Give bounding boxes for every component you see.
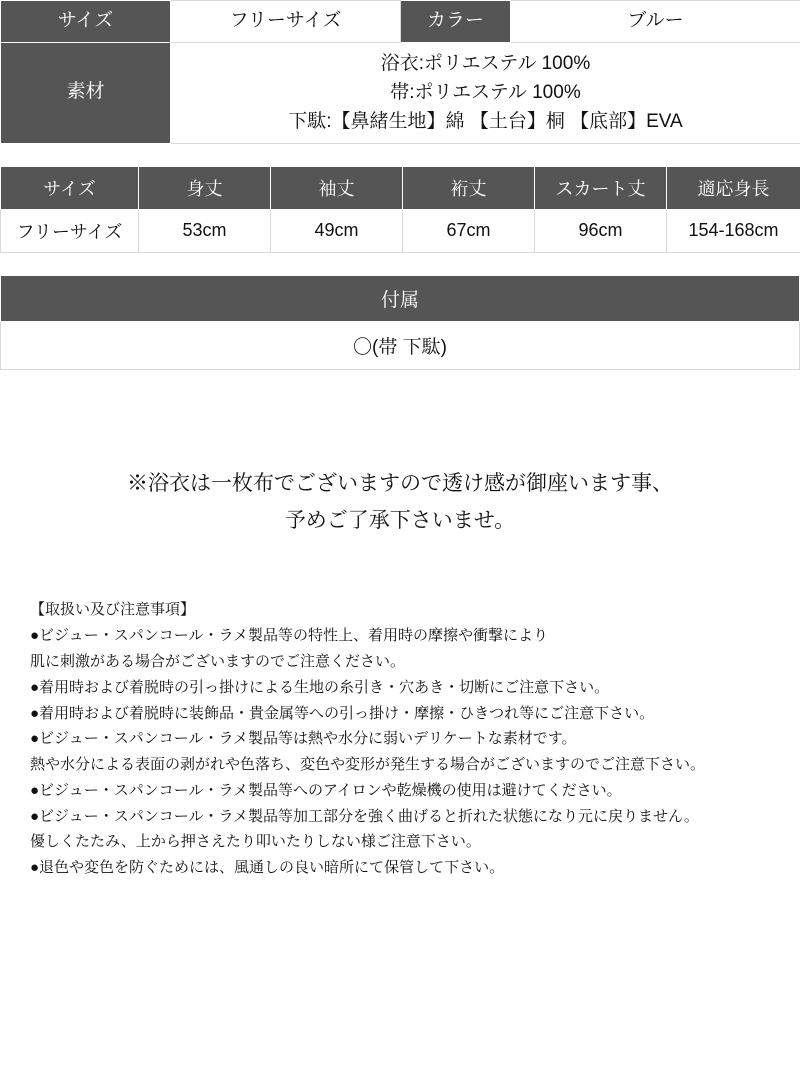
measurements-header-5: 適応身長	[667, 166, 800, 209]
color-value-cell: ブルー	[511, 1, 800, 43]
measurements-header-4: スカート丈	[535, 166, 667, 209]
measurements-header-2: 袖丈	[271, 166, 403, 209]
care-line-7: ●ビジュー・スパンコール・ラメ製品等へのアイロンや乾燥機の使用は避けてください。	[30, 781, 622, 799]
care-line-4: ●着用時および着脱時に装飾品・貴金属等への引っ掛け・摩擦・ひきつれ等にご注意下さい。	[30, 704, 655, 722]
measurements-table	[0, 166, 800, 253]
measurements-header-row	[1, 166, 800, 209]
measurements-header-3: 裄丈	[403, 166, 535, 209]
notice-block	[0, 466, 800, 540]
measurements-header-1: 身丈	[139, 166, 271, 209]
table-row	[1, 209, 800, 252]
care-instructions	[0, 597, 800, 881]
attachment-value-row	[1, 321, 800, 369]
attachment-table	[0, 275, 800, 370]
attachment-header-row	[1, 275, 800, 321]
spacer-after-spec	[0, 144, 800, 166]
measurements-cell-1: 53cm	[139, 209, 271, 252]
care-line-1: ●ビジュー・スパンコール・ラメ製品等の特性上、着用時の摩擦や衝撃により	[30, 627, 549, 645]
care-line-5: ●ビジュー・スパンコール・ラメ製品等は熱や水分に弱いデリケートな素材です。	[30, 730, 577, 748]
care-line-2: 肌に刺激がある場合がございますのでご注意ください。	[30, 652, 406, 670]
material-row	[1, 42, 800, 143]
measurements-cell-3: 67cm	[403, 209, 535, 252]
measurements-cell-5: 154-168cm	[667, 209, 800, 252]
size-color-row	[1, 1, 800, 43]
measurements-header-0: サイズ	[1, 166, 139, 209]
notice-line-2: 予めご了承下さいませ。	[284, 508, 516, 532]
material-line-2: 帯:ポリエステル 100%	[390, 81, 581, 103]
size-label-cell: サイズ	[1, 1, 171, 43]
spacer-after-measurements	[0, 253, 800, 275]
measurements-cell-4: 96cm	[535, 209, 667, 252]
material-label-cell: 素材	[1, 42, 171, 143]
color-label-cell: カラー	[401, 1, 511, 43]
care-line-6: 熱や水分による表面の剥がれや色落ち、変色や変形が発生する場合がございますのでご注意下さい。	[30, 756, 706, 774]
spec-table	[0, 0, 800, 144]
measurements-cell-2: 49cm	[271, 209, 403, 252]
size-value-cell: フリーサイズ	[171, 1, 401, 43]
care-line-3: ●着用時および着脱時の引っ掛けによる生地の糸引き・穴あき・切断にご注意下さい。	[30, 678, 610, 696]
measurements-cell-0: フリーサイズ	[1, 209, 139, 252]
material-value-cell	[171, 42, 800, 143]
care-line-10: ●退色や変色を防ぐためには、風通しの良い暗所にて保管して下さい。	[30, 859, 505, 877]
care-line-9: 優しくたたみ、上から押さえたり叩いたりしない様ご注意下さい。	[30, 833, 481, 851]
attachment-header-cell: 付属	[1, 275, 800, 321]
care-title: 【取扱い及び注意事項】	[30, 601, 196, 619]
care-line-8: ●ビジュー・スパンコール・ラメ製品等加工部分を強く曲げると折れた状態になり元に戻りません。	[30, 807, 699, 825]
material-line-1: 浴衣:ポリエステル 100%	[380, 52, 591, 74]
notice-line-1: ※浴衣は一枚布でございますので透け感が御座います事、	[127, 471, 673, 495]
material-line-3: 下駄:【鼻緒生地】綿 【土台】桐 【底部】EVA	[288, 111, 683, 133]
attachment-value-cell: 〇(帯 下駄)	[1, 321, 800, 369]
